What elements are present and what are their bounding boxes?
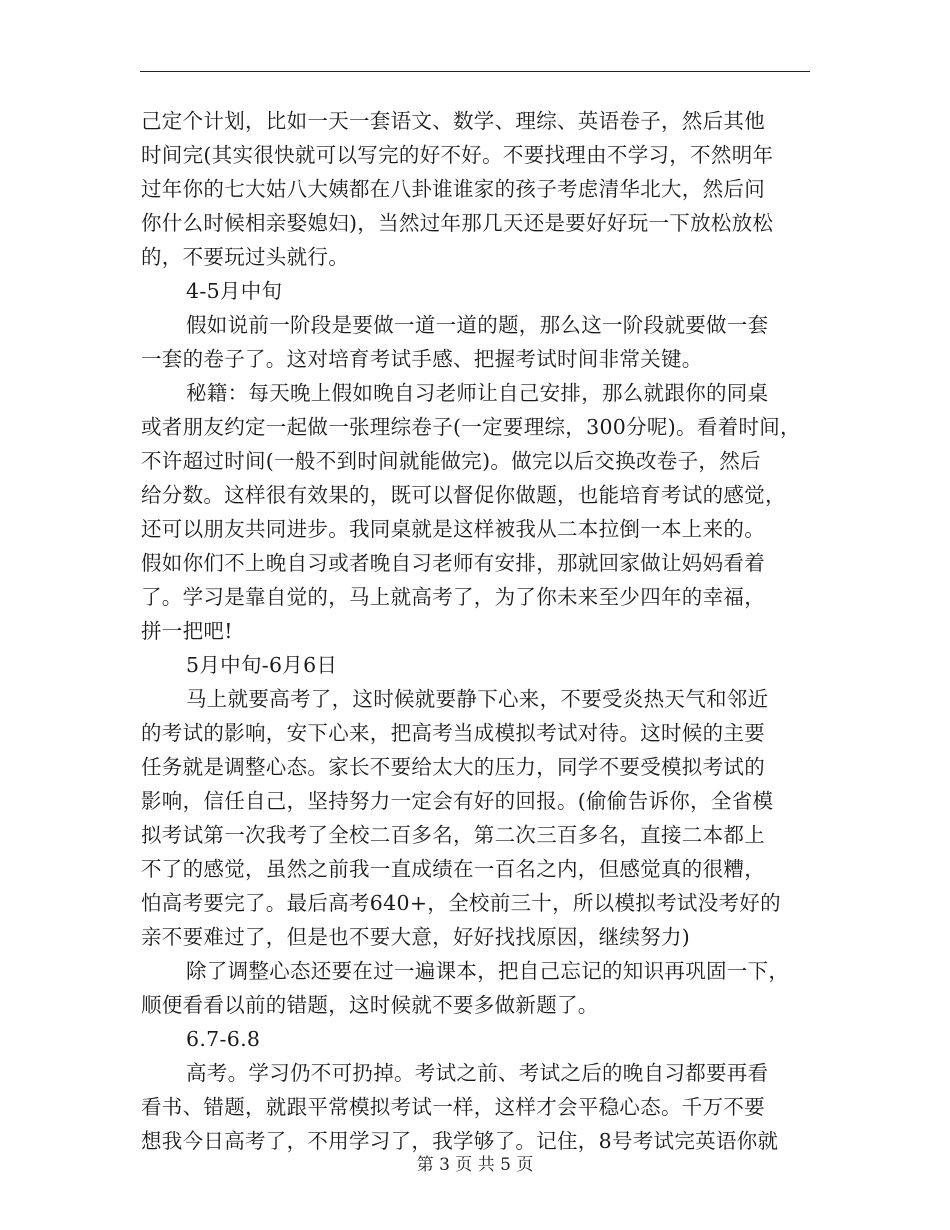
body-line: 影响，信任自己，坚持努力一定会有好的回报。(偷偷告诉你，全省模 <box>141 789 774 813</box>
body-line: 己定个计划，比如一天一套语文、数学、理综、英语卷子，然后其他 <box>141 109 765 133</box>
section-heading: 5月中旬-6月6日 <box>186 653 338 677</box>
header-rule <box>140 71 810 72</box>
body-line: 顺便看看以前的错题，这时候就不要多做新题了。 <box>141 993 599 1017</box>
body-line: 过年你的七大姑八大姨都在八卦谁谁家的孩子考虑清华北大，然后问 <box>141 177 765 201</box>
body-line: 秘籍：每天晚上假如晚自习老师让自己安排，那么就跟你的同桌 <box>186 381 769 405</box>
page-number: 第 3 页 共 5 页 <box>416 1155 534 1175</box>
body-line: 不了的感觉，虽然之前我一直成绩在一百名之内，但感觉真的很糟， <box>141 857 765 881</box>
body-line: 除了调整心态还要在过一遍课本，把自己忘记的知识再巩固一下， <box>186 959 790 983</box>
body-line: 任务就是调整心态。家长不要给太大的压力，同学不要受模拟考试的 <box>141 755 765 779</box>
body-line: 亲不要难过了，但是也不要大意，好好找找原因，继续努力) <box>141 925 691 949</box>
body-line: 想我今日高考了，不用学习了，我学够了。记住，8号考试完英语你就 <box>141 1129 779 1153</box>
body-line: 给分数。这样很有效果的，既可以督促你做题，也能培育考试的感觉， <box>141 483 786 507</box>
section-heading: 6.7-6.8 <box>186 1027 261 1051</box>
body-line: 假如说前一阶段是要做一道一道的题，那么这一阶段就要做一套 <box>186 313 769 337</box>
body-line: 怕高考要完了。最后高考640+，全校前三十，所以模拟考试没考好的 <box>141 891 781 915</box>
body-line: 拟考试第一次我考了全校二百多名，第二次三百多名，直接二本都上 <box>141 823 765 847</box>
body-line: 假如你们不上晚自习或者晚自习老师有安排，那就回家做让妈妈看着 <box>141 551 765 575</box>
body-line: 看书、错题，就跟平常模拟考试一样，这样才会平稳心态。千万不要 <box>141 1095 765 1119</box>
body-line: 拼一把吧! <box>141 619 233 643</box>
body-line: 时间完(其实很快就可以写完的好不好。不要找理由不学习，不然明年 <box>141 143 774 167</box>
body-line: 不许超过时间(一般不到时间就能做完)。做完以后交换改卷子，然后 <box>141 449 761 473</box>
body-line: 你什么时候相亲娶媳妇)，当然过年那几天还是要好好玩一下放松放松 <box>141 211 774 235</box>
body-line: 了。学习是靠自觉的，马上就高考了，为了你未来至少四年的幸福， <box>141 585 765 609</box>
section-heading: 4-5月中旬 <box>186 279 283 303</box>
body-line: 还可以朋友共同进步。我同桌就是这样被我从二本拉倒一本上来的。 <box>141 517 765 541</box>
body-line: 马上就要高考了，这时候就要静下心来，不要受炎热天气和邻近 <box>186 687 769 711</box>
body-line: 的考试的影响，安下心来，把高考当成模拟考试对待。这时候的主要 <box>141 721 765 745</box>
body-line: 高考。学习仍不可扔掉。考试之前、考试之后的晚自习都要再看 <box>186 1061 769 1085</box>
body-line: 一套的卷子了。这对培育考试手感、把握考试时间非常关键。 <box>141 347 703 371</box>
body-line: 或者朋友约定一起做一张理综卷子(一定要理综，300分呢)。看着时间， <box>141 415 801 439</box>
body-line: 的，不要玩过头就行。 <box>141 245 349 269</box>
